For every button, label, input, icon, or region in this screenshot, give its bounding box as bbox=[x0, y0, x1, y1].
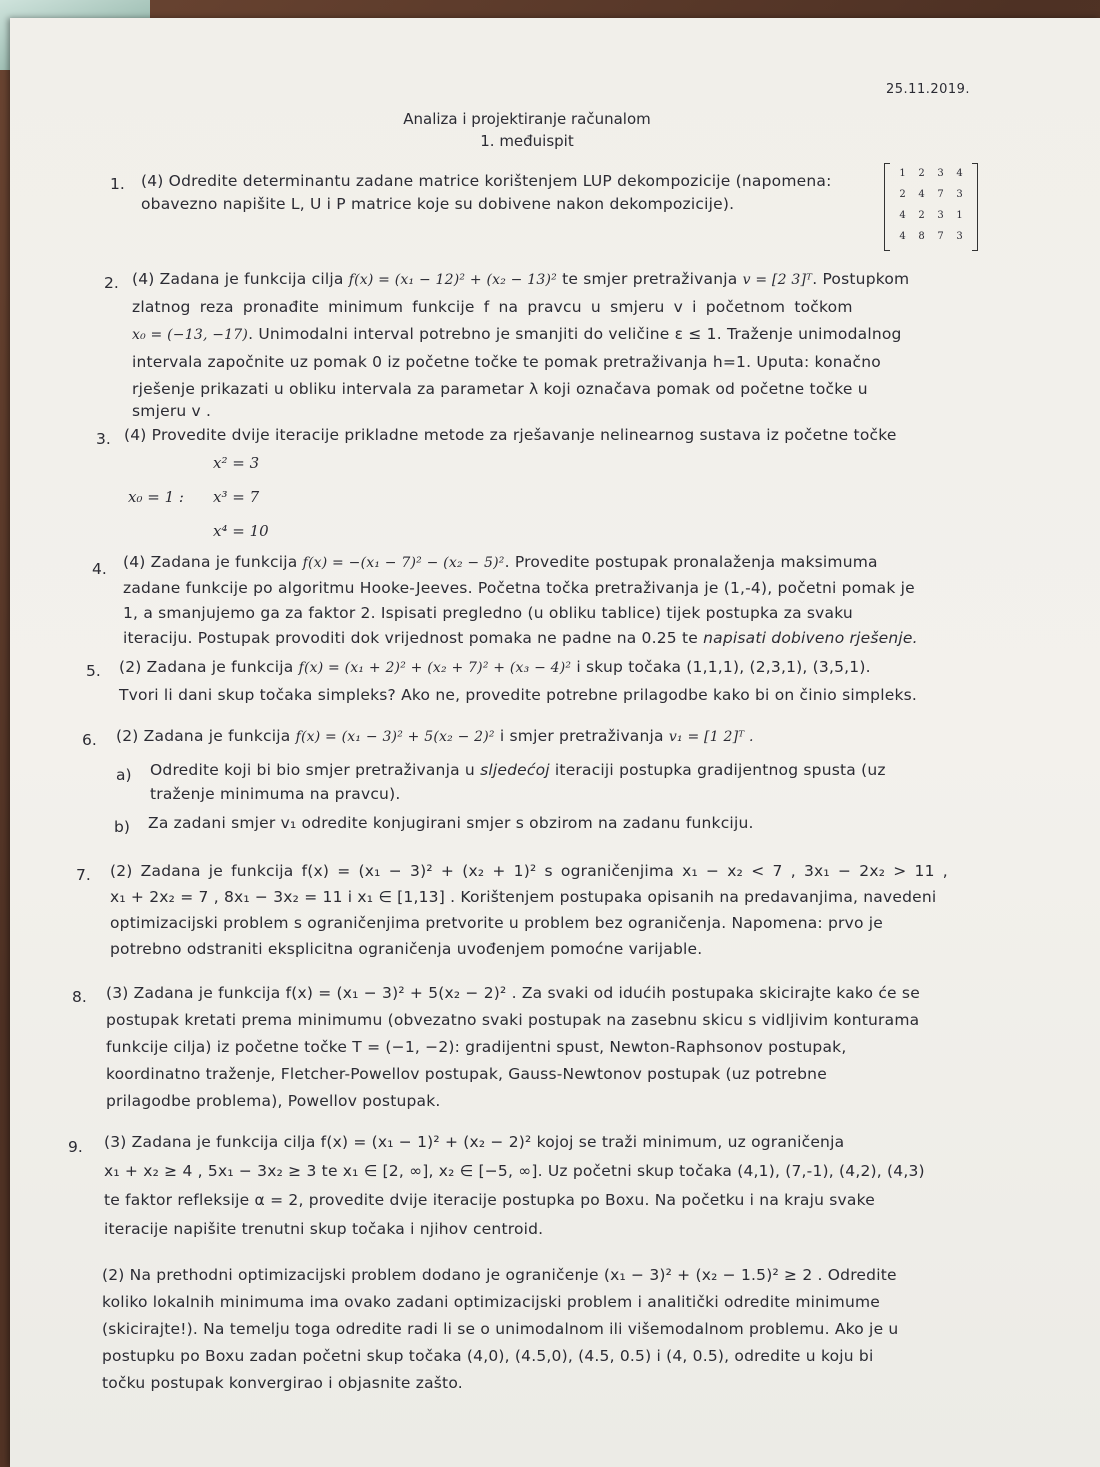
q2-start-point: x₀ = (−13, −17) bbox=[132, 327, 249, 343]
q4-line: 1, a smanjujemo ga za faktor 2. Ispisati pregledno (u obliku tablice) tijek postupka za svaku bbox=[123, 604, 853, 622]
q9-line: iteracije napišite trenutni skup točaka i njihov centroid. bbox=[104, 1220, 544, 1238]
q7-line: (2) Zadana je funkcija f(x) = (x₁ − 3)² + (x₂ + 1)² s ograničenjima x₁ − x₂ < 7 , 3x₁ − 2x₂ > 11 , bbox=[110, 862, 948, 880]
q9-number: 9. bbox=[68, 1138, 83, 1156]
q1-text bbox=[141, 168, 881, 218]
q3-equation: x² = 3 bbox=[213, 454, 260, 472]
q8-text bbox=[106, 980, 1036, 1115]
q8-line: funkcije cilja) iz početne točke T = (−1, −2): gradijentni spust, Newton-Raphsonov postupak, bbox=[106, 1038, 847, 1056]
q2-line: intervala započnite uz pomak 0 iz početne točke te pomak pretraživanja h=1. Uputa: konačno bbox=[132, 353, 881, 371]
q9-line: te faktor refleksije α = 2, provedite dvije iteracije postupka po Boxu. Na početku i na kraju svake bbox=[104, 1191, 875, 1209]
q6a-line: traženje minimuma na pravcu). bbox=[150, 785, 401, 803]
q2-line: zlatnog reza pronađite minimum funkcije f na pravcu u smjeru v i početnom točkom bbox=[132, 298, 853, 316]
q9-line: koliko lokalnih minimuma ima ovako zadani optimizacijski problem i analitički odredite minimume bbox=[102, 1293, 881, 1311]
q3-start-point: x₀ = 1 : bbox=[128, 488, 184, 506]
q9-line: x₁ + x₂ ≥ 4 , 5x₁ − 3x₂ ≥ 3 te x₁ ∈ [2, ∞], x₂ ∈ [−5, ∞]. Uz početni skup točaka (4,1), (7,-1), (4,2), (4,3) bbox=[104, 1162, 925, 1180]
q5-text bbox=[119, 654, 1029, 709]
q1-matrix bbox=[884, 163, 978, 251]
q6-number: 6. bbox=[82, 731, 97, 749]
q8-line: postupak kretati prema minimumu (obvezatno svaki postupak na zasebnu skicu s vidljivim konturama bbox=[106, 1011, 920, 1029]
q6-part-a-label: a) bbox=[116, 766, 132, 784]
q2-direction: v = [2 3]ᵀ bbox=[742, 272, 813, 288]
q7-line: optimizacijski problem s ograničenjima pretvorite u problem bez ograničenja. Napomena: prvo je bbox=[110, 914, 884, 932]
q4-function: f(x) = −(x₁ − 7)² − (x₂ − 5)² bbox=[302, 555, 505, 571]
exam-title: 1. međuispit bbox=[480, 132, 574, 150]
q2-line: smjeru v . bbox=[132, 402, 212, 420]
q2-number: 2. bbox=[104, 274, 119, 292]
matrix-row: 4 8 7 3 bbox=[899, 231, 963, 242]
q9-line: (skicirajte!). Na temelju toga odredite radi li se o unimodalnom ili višemodalnom problemu. Ako je u bbox=[102, 1320, 899, 1338]
q7-line: x₁ + 2x₂ = 7 , 8x₁ − 3x₂ = 11 i x₁ ∈ [1,13] . Korištenjem postupaka opisanih na predavanjima, navedeni bbox=[110, 888, 937, 906]
q2-line: rješenje prikazati u obliku intervala za parametar λ koji označava pomak od početne točke u bbox=[132, 380, 868, 398]
q1-number: 1. bbox=[110, 175, 125, 193]
q2-line: (4) Zadana je funkcija cilja f(x) = (x₁ − 12)² + (x₂ − 13)² te smjer pretraživanja v = [2 3]ᵀ. Postupkom bbox=[132, 270, 910, 288]
q2-function: f(x) = (x₁ − 12)² + (x₂ − 13)² bbox=[348, 272, 557, 288]
q2-line: x₀ = (−13, −17). Unimodalni interval potrebno je smanjiti do veličine ε ≤ 1. Traženje unimodalnog bbox=[132, 325, 902, 343]
q9-text bbox=[104, 1128, 1044, 1244]
q1-line: (4) Odredite determinantu zadane matrice korištenjem LUP dekompozicije (napomena: bbox=[141, 172, 832, 190]
q6-text: (2) Zadana je funkcija f(x) = (x₁ − 3)² + 5(x₂ − 2)² i smjer pretraživanja v₁ = [1 2]ᵀ . bbox=[116, 727, 754, 745]
q5-line: (2) Zadana je funkcija f(x) = (x₁ + 2)² + (x₂ + 7)² + (x₃ − 4)² i skup točaka (1,1,1), (2,3,1), (3,5,1). bbox=[119, 658, 871, 676]
q5-line: Tvori li dani skup točaka simpleks? Ako ne, provedite potrebne prilagodbe kako bi on činio simpleks. bbox=[119, 686, 918, 704]
q7-line: potrebno odstraniti eksplicitna ograničenja uvođenjem pomoćne varijable. bbox=[110, 940, 703, 958]
q9-line: postupku po Boxu zadan početni skup točaka (4,0), (4.5,0), (4.5, 0.5) i (4, 0.5), odredite u koju bi bbox=[102, 1347, 874, 1365]
q3-number: 3. bbox=[96, 430, 111, 448]
q3-text: (4) Provedite dvije iteracije prikladne metode za rješavanje nelinearnog sustava iz početne točke bbox=[124, 426, 897, 444]
q6-direction: v₁ = [1 2]ᵀ . bbox=[668, 729, 754, 745]
q6a-line: Odredite koji bi bio smjer pretraživanja u sljedećoj iteraciji postupka gradijentnog spusta (uz bbox=[150, 761, 886, 779]
q3-equation: x⁴ = 10 bbox=[213, 522, 269, 540]
q8-line: (3) Zadana je funkcija f(x) = (x₁ − 3)² + 5(x₂ − 2)² . Za svaki od idućih postupaka skicirajte kako će se bbox=[106, 984, 920, 1002]
q5-number: 5. bbox=[86, 662, 101, 680]
q9-line: (3) Zadana je funkcija cilja f(x) = (x₁ − 1)² + (x₂ − 2)² kojoj se traži minimum, uz ograničenja bbox=[104, 1133, 845, 1151]
matrix-row: 1 2 3 4 bbox=[899, 168, 963, 179]
q4-line: (4) Zadana je funkcija f(x) = −(x₁ − 7)² − (x₂ − 5)². Provedite postupak pronalaženja maksimuma bbox=[123, 553, 878, 571]
exam-date: 25.11.2019. bbox=[886, 82, 971, 97]
q9-line: točku postupak konvergirao i objasnite zašto. bbox=[102, 1374, 463, 1392]
q8-number: 8. bbox=[72, 988, 87, 1006]
q4-text bbox=[123, 550, 1013, 651]
q3-equation: x³ = 7 bbox=[213, 488, 260, 506]
q4-line: zadane funkcije po algoritmu Hooke-Jeeves. Početna točka pretraživanja je (1,-4), početni pomak je bbox=[123, 579, 915, 597]
q7-number: 7. bbox=[76, 866, 91, 884]
q9-line: (2) Na prethodni optimizacijski problem dodano je ograničenje (x₁ − 3)² + (x₂ − 1.5)² ≥ 2 . Odredite bbox=[102, 1266, 897, 1284]
q5-function: f(x) = (x₁ + 2)² + (x₂ + 7)² + (x₃ − 4)² bbox=[298, 660, 572, 676]
q8-line: koordinatno traženje, Fletcher-Powellov postupak, Gauss-Newtonov postupak (uz potrebne bbox=[106, 1065, 827, 1083]
q4-number: 4. bbox=[92, 560, 107, 578]
q8-line: prilagodbe problema), Powellov postupak. bbox=[106, 1092, 441, 1110]
matrix-row: 4 2 3 1 bbox=[899, 210, 963, 221]
exam-sheet bbox=[10, 18, 1100, 1467]
q7-text bbox=[110, 858, 1030, 962]
q9-part-2 bbox=[102, 1262, 1062, 1397]
q1-line: obavezno napišite L, U i P matrice koje su dobivene nakon dekompozicije). bbox=[141, 195, 735, 213]
q2-text bbox=[132, 266, 992, 425]
q4-line: iteraciju. Postupak provoditi dok vrijednost pomaka ne padne na 0.25 te napisati dobiveno rješenje. bbox=[123, 629, 918, 647]
course-title: Analiza i projektiranje računalom bbox=[403, 110, 651, 128]
matrix-row: 2 4 7 3 bbox=[899, 189, 963, 200]
q6-part-b: Za zadani smjer v₁ odredite konjugirani smjer s obzirom na zadanu funkciju. bbox=[148, 814, 754, 832]
q6-part-a bbox=[150, 758, 1020, 806]
q6-function: f(x) = (x₁ − 3)² + 5(x₂ − 2)² bbox=[295, 729, 495, 745]
q6-part-b-label: b) bbox=[114, 818, 130, 836]
